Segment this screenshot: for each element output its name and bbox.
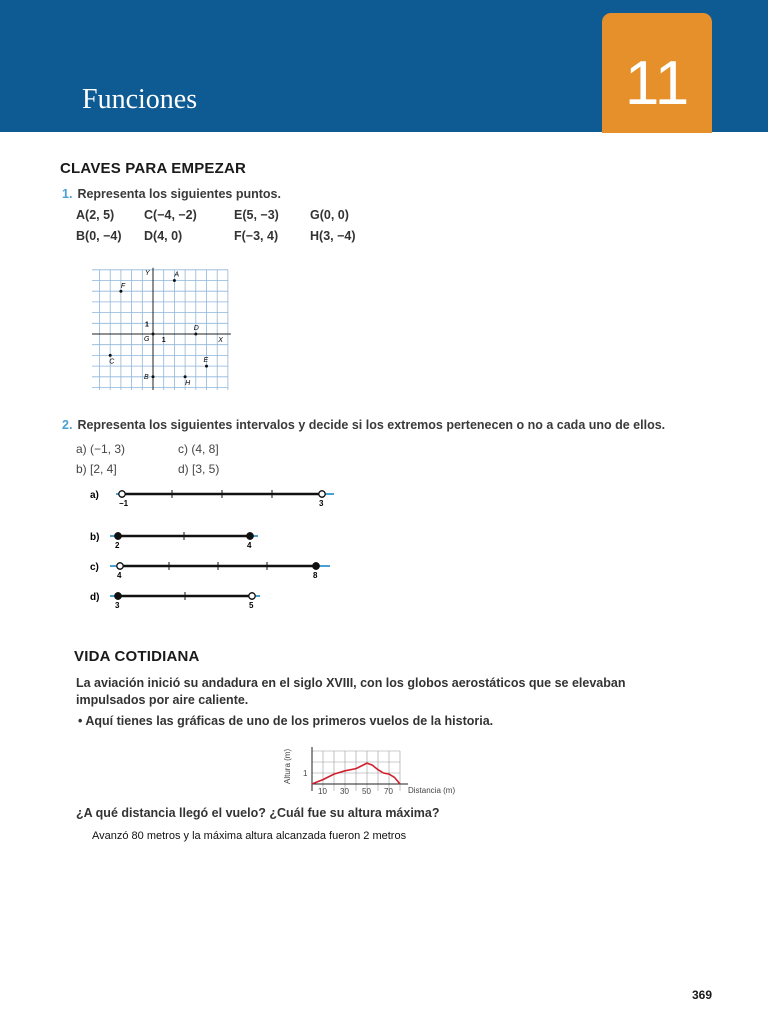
point-B: B(0, −4)	[76, 229, 122, 243]
chart-x-tick-label: 30	[340, 787, 349, 796]
endpoint-label: 3	[115, 601, 120, 610]
x-axis-label: X	[218, 337, 223, 344]
endpoint-label: 5	[249, 601, 254, 610]
interval-line-label: c)	[90, 562, 99, 573]
point-D: D(4, 0)	[144, 229, 183, 243]
point-E: E(5, −3)	[234, 208, 279, 222]
point-A: A(2, 5)	[76, 208, 115, 222]
point-E-label: E	[203, 357, 209, 365]
point-G-label: G	[144, 336, 150, 343]
question-1-text: Representa los siguientes puntos.	[77, 187, 281, 201]
page-number: 369	[692, 988, 713, 1002]
section-vida-title: VIDA COTIDIANA	[74, 648, 200, 665]
question-2	[62, 418, 665, 432]
vida-line-2: impulsados por aire caliente.	[76, 693, 249, 707]
endpoint-label: 3	[319, 499, 324, 508]
chart-x-tick-label: 70	[384, 787, 393, 796]
chart-x-tick-label: 10	[318, 787, 327, 796]
interval-line-label: a)	[90, 490, 99, 501]
point-A-dot	[173, 279, 176, 282]
chart-y-axis-label: Altura (m)	[283, 748, 292, 784]
point-E-dot	[205, 365, 208, 368]
interval-c: c) (4, 8]	[178, 442, 219, 456]
point-H: H(3, −4)	[310, 229, 356, 243]
endpoint-label: 2	[115, 541, 120, 550]
question-2-number: 2.	[62, 418, 73, 432]
endpoint-label: −1	[119, 499, 129, 508]
closed-endpoint	[313, 563, 319, 569]
coordinate-grid	[92, 258, 232, 390]
interval-line-label: b)	[90, 532, 100, 543]
point-G-dot	[152, 333, 155, 336]
open-endpoint	[119, 491, 125, 497]
point-A-label: A	[174, 271, 180, 279]
point-B-label: B	[144, 373, 149, 381]
point-G: G(0, 0)	[310, 208, 349, 222]
point-H-label: H	[185, 379, 191, 387]
chart-x-axis-label: Distancia (m)	[408, 786, 456, 795]
open-endpoint	[319, 491, 325, 497]
endpoint-label: 4	[117, 571, 122, 580]
point-D-label: D	[193, 325, 199, 332]
chapter-number: 11	[602, 13, 712, 133]
interval-line-label: d)	[90, 592, 100, 603]
interval-d: d) [3, 5)	[178, 462, 220, 476]
point-C-dot	[109, 354, 112, 357]
vida-question: ¿A qué distancia llegó el vuelo? ¿Cuál fue su altura máxima?	[76, 806, 440, 820]
interval-number-lines	[88, 484, 348, 612]
point-B-dot	[152, 375, 155, 378]
closed-endpoint	[115, 593, 121, 599]
point-F-label: F	[120, 283, 126, 291]
question-1-number: 1.	[62, 187, 73, 201]
question-2-text: Representa los siguientes intervalos y decide si los extremos pertenecen o no a cada uno de ellos.	[77, 418, 666, 432]
x-unit-label: 1	[161, 337, 166, 344]
point-D-dot	[194, 333, 197, 336]
point-H-dot	[184, 375, 187, 378]
closed-endpoint	[247, 533, 253, 539]
point-C-label: C	[109, 358, 115, 366]
chart-x-tick-label: 50	[362, 787, 371, 796]
chart-y-tick-label: 1	[303, 769, 308, 778]
point-F: F(−3, 4)	[234, 229, 279, 243]
open-endpoint	[117, 563, 123, 569]
interval-a: a) (−1, 3)	[76, 442, 126, 456]
endpoint-label: 4	[247, 541, 252, 550]
open-endpoint	[249, 593, 255, 599]
chapter-title: Funciones	[82, 84, 198, 115]
y-unit-label: 1	[145, 321, 149, 329]
vida-bullet: • Aquí tienes las gráficas de uno de los primeros vuelos de la historia.	[78, 714, 494, 728]
point-C: C(−4, −2)	[144, 208, 197, 222]
chapter-header	[0, 0, 768, 132]
vida-line-1: La aviación inició su andadura en el siglo XVIII, con los globos aerostáticos que se elevaban	[76, 676, 626, 690]
endpoint-label: 8	[313, 571, 318, 580]
y-axis-label: Y	[145, 269, 150, 277]
vida-answer: Avanzó 80 metros y la máxima altura alcanzada fueron 2 metros	[92, 830, 407, 842]
flight-chart	[278, 740, 478, 798]
interval-b: b) [2, 4]	[76, 462, 117, 476]
section-claves-title: CLAVES PARA EMPEZAR	[60, 160, 247, 177]
closed-endpoint	[115, 533, 121, 539]
question-1	[62, 187, 281, 201]
